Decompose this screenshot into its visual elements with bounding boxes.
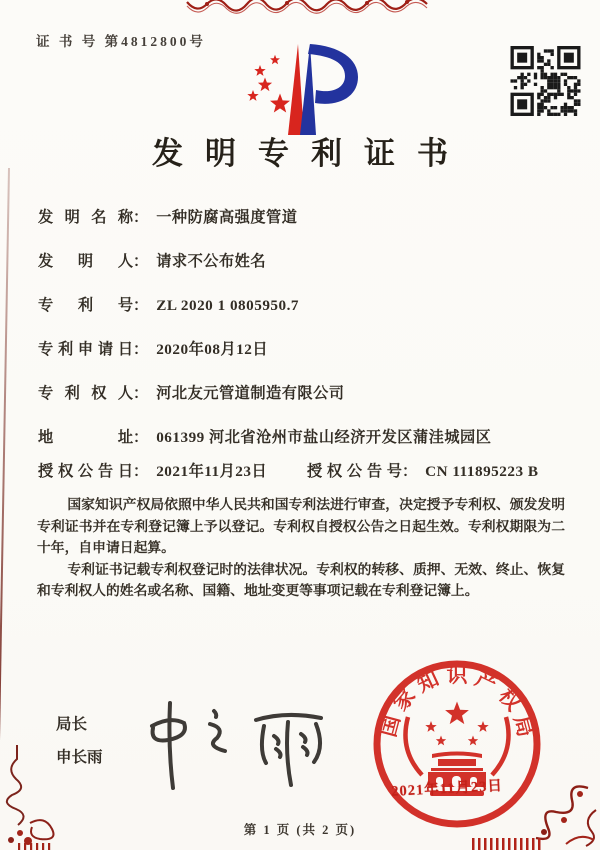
field-value: CN 111895223 B	[425, 463, 539, 480]
colon: ：	[401, 463, 418, 480]
field-value: 河北友元管道制造有限公司	[156, 385, 345, 402]
grant-number-group	[307, 463, 539, 480]
colon: ：	[133, 463, 149, 480]
logo-blue-bowl	[308, 44, 358, 104]
field-value: 请求不公布姓名	[156, 253, 266, 270]
svg-text:局: 局	[509, 712, 538, 740]
field-label: 授权公告号	[306, 463, 402, 480]
field-row-patentee	[38, 382, 578, 407]
field-row-filing-date	[38, 338, 578, 363]
svg-text:知: 知	[413, 666, 443, 697]
svg-text:家: 家	[388, 683, 421, 716]
director-signature-icon	[128, 690, 353, 790]
seal-org-text	[376, 663, 538, 739]
colon: ：	[133, 341, 149, 358]
cnipa-official-seal-icon	[368, 655, 546, 833]
cnipa-logo-icon	[238, 40, 373, 138]
logo-stars-icon	[247, 55, 290, 113]
legal-text	[37, 494, 565, 602]
field-value: ZL 2020 1 0805950.7	[156, 297, 300, 314]
left-rule-line	[0, 168, 9, 765]
field-row-invention-title	[38, 206, 578, 231]
colon: ：	[133, 209, 149, 226]
logo-blue-stem	[300, 44, 316, 135]
colon: ：	[133, 253, 149, 270]
certificate-title: 发明专利证书	[152, 136, 470, 171]
field-label: 发明名称	[38, 209, 133, 226]
field-row-inventor	[38, 250, 578, 275]
top-ornament	[182, 0, 432, 14]
colon: ：	[133, 429, 149, 446]
svg-text:国: 国	[376, 712, 405, 740]
field-value: 061399 河北省沧州市盐山经济开发区蒲洼城园区	[156, 429, 492, 446]
field-label: 授权公告日	[38, 463, 133, 480]
field-row-patent-number	[38, 294, 578, 319]
field-row-address	[38, 426, 578, 451]
director-name-label: 申长雨	[56, 749, 103, 766]
field-row-grant	[38, 460, 578, 485]
page-number: 第 1 页 (共 2 页)	[243, 823, 357, 837]
field-value: 2020年08月12日	[156, 341, 268, 358]
field-label: 发明人	[38, 253, 133, 270]
seal-date-stamp: 2021年11月23日	[390, 778, 504, 800]
svg-text:识: 识	[446, 663, 468, 687]
field-label: 地址	[38, 429, 133, 446]
grant-date-group	[38, 463, 271, 480]
svg-text:产: 产	[471, 666, 501, 697]
director-role-label: 局长	[56, 716, 88, 733]
legal-paragraph-1: 国家知识产权局依照中华人民共和国专利法进行审查，决定授予专利权、颁发发明专利证书并在专利登记簿上予以登记。专利权自授权公告之日起生效。专利权期限为二十年，自申请日起算。	[37, 497, 565, 555]
colon: ：	[133, 297, 149, 314]
qr-code-icon	[509, 46, 582, 116]
field-label: 专利号	[38, 297, 133, 314]
field-label: 专利申请日	[38, 341, 133, 358]
field-list	[38, 206, 578, 504]
field-value: 2021年11月23日	[156, 463, 268, 480]
colon: ：	[133, 385, 149, 402]
certificate-number: 证 书 号 第4812800号	[36, 34, 206, 49]
svg-text:权: 权	[493, 683, 526, 716]
field-value: 一种防腐高强度管道	[156, 209, 298, 226]
field-label: 专利权人	[38, 385, 133, 402]
legal-paragraph-2: 专利证书记载专利权登记时的法律状况。专利权的转移、质押、无效、终止、恢复和专利权人的姓名或名称、国籍、地址变更等事项记载在专利登记簿上。	[37, 561, 565, 598]
